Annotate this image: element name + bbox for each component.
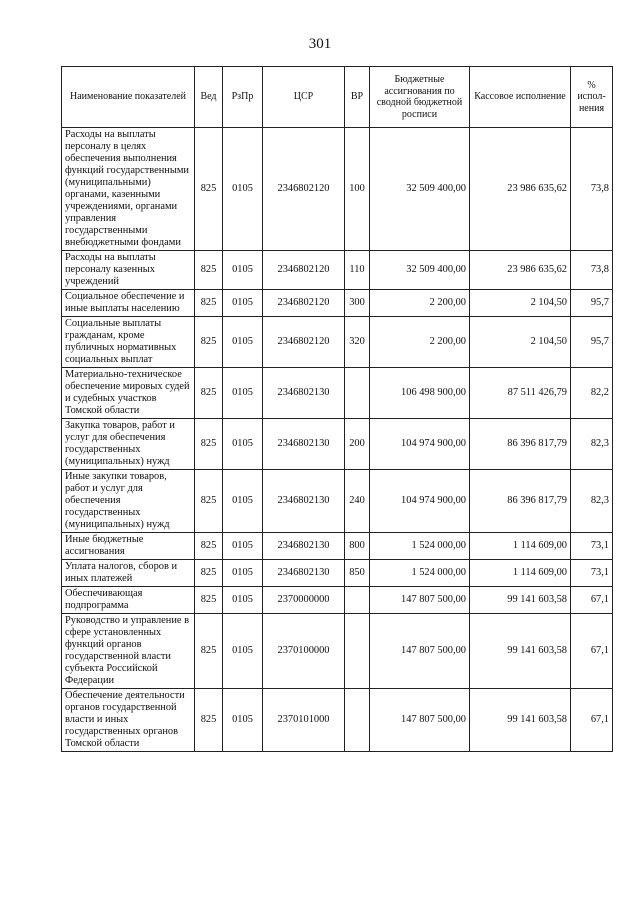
row-vr-cell: 300 [345,290,370,317]
header-name: Наименование показателей [62,67,195,128]
row-name-cell: Иные закупки товаров, работ и услуг для обеспечения государственных (муниципальных) нужд [62,470,195,533]
header-budget: Бюджетные ассигнования по сводной бюджетной росписи [370,67,470,128]
row-pct-cell: 82,3 [571,470,613,533]
row-pct-cell: 73,1 [571,533,613,560]
row-csr-cell: 2346802130 [263,419,345,470]
row-name-cell: Иные бюджетные ассигнования [62,533,195,560]
row-vr-cell: 110 [345,251,370,290]
row-ved-cell: 825 [195,317,223,368]
row-cash-cell: 1 114 609,00 [470,560,571,587]
row-budget-cell: 2 200,00 [370,290,470,317]
row-pct-cell: 82,3 [571,419,613,470]
row-name-cell: Обеспечение деятельности органов государственной власти и иных государственных органов Томской области [62,689,195,752]
table-row [62,419,613,470]
header-cash: Кассовое исполнение [470,67,571,128]
header-vr: ВР [345,67,370,128]
row-pct-cell: 95,7 [571,290,613,317]
row-rzpr-cell: 0105 [223,419,263,470]
row-cash-cell: 86 396 817,79 [470,419,571,470]
row-ved-cell: 825 [195,419,223,470]
row-pct-cell: 67,1 [571,614,613,689]
row-vr-cell: 100 [345,128,370,251]
row-vr-cell [345,689,370,752]
row-name-cell: Социальное обеспечение и иные выплаты населению [62,290,195,317]
row-csr-cell: 2346802130 [263,560,345,587]
row-rzpr-cell: 0105 [223,470,263,533]
row-pct-cell: 82,2 [571,368,613,419]
row-vr-cell [345,368,370,419]
row-csr-cell: 2346802130 [263,368,345,419]
row-budget-cell: 32 509 400,00 [370,251,470,290]
row-budget-cell: 1 524 000,00 [370,533,470,560]
header-rzpr: РзПр [223,67,263,128]
row-csr-cell: 2346802130 [263,470,345,533]
row-pct-cell: 95,7 [571,317,613,368]
row-csr-cell: 2346802120 [263,251,345,290]
row-csr-cell: 2346802130 [263,533,345,560]
table-row [62,290,613,317]
row-cash-cell: 99 141 603,58 [470,614,571,689]
row-csr-cell: 2370100000 [263,614,345,689]
row-rzpr-cell: 0105 [223,368,263,419]
row-csr-cell: 2346802120 [263,317,345,368]
row-cash-cell: 1 114 609,00 [470,533,571,560]
row-budget-cell: 1 524 000,00 [370,560,470,587]
table-row [62,251,613,290]
row-pct-cell: 67,1 [571,587,613,614]
row-name-cell: Расходы на выплаты персоналу в целях обеспечения выполнения функций государственными (муниципальными) органами, казенными учреждениями, органами управления государственными внебюджетными фондами [62,128,195,251]
table-row [62,128,613,251]
row-cash-cell: 23 986 635,62 [470,128,571,251]
row-budget-cell: 104 974 900,00 [370,470,470,533]
budget-execution-table [61,66,613,752]
row-ved-cell: 825 [195,368,223,419]
table-row [62,317,613,368]
row-vr-cell: 850 [345,560,370,587]
row-rzpr-cell: 0105 [223,128,263,251]
row-budget-cell: 106 498 900,00 [370,368,470,419]
row-vr-cell: 240 [345,470,370,533]
row-rzpr-cell: 0105 [223,614,263,689]
row-budget-cell: 147 807 500,00 [370,587,470,614]
row-ved-cell: 825 [195,689,223,752]
row-csr-cell: 2346802120 [263,290,345,317]
row-ved-cell: 825 [195,470,223,533]
row-rzpr-cell: 0105 [223,290,263,317]
row-vr-cell: 800 [345,533,370,560]
header-csr: ЦСР [263,67,345,128]
row-name-cell: Руководство и управление в сфере установленных функций органов государственной власти субъекта Российской Федерации [62,614,195,689]
row-cash-cell: 87 511 426,79 [470,368,571,419]
row-name-cell: Закупка товаров, работ и услуг для обеспечения государственных (муниципальных) нужд [62,419,195,470]
row-csr-cell: 2370000000 [263,587,345,614]
row-vr-cell: 200 [345,419,370,470]
table-row [62,587,613,614]
page-number: 301 [308,36,332,52]
header-ved: Вед [195,67,223,128]
row-name-cell: Обеспечивающая подпрограмма [62,587,195,614]
table-row [62,560,613,587]
row-budget-cell: 147 807 500,00 [370,689,470,752]
row-pct-cell: 73,8 [571,128,613,251]
row-cash-cell: 23 986 635,62 [470,251,571,290]
row-ved-cell: 825 [195,533,223,560]
row-pct-cell: 73,8 [571,251,613,290]
row-ved-cell: 825 [195,587,223,614]
row-budget-cell: 32 509 400,00 [370,128,470,251]
row-budget-cell: 2 200,00 [370,317,470,368]
row-ved-cell: 825 [195,251,223,290]
row-vr-cell [345,587,370,614]
table-row [62,614,613,689]
row-cash-cell: 86 396 817,79 [470,470,571,533]
row-csr-cell: 2370101000 [263,689,345,752]
header-pct: % испол-нения [571,67,613,128]
row-rzpr-cell: 0105 [223,560,263,587]
row-pct-cell: 73,1 [571,560,613,587]
row-name-cell: Уплата налогов, сборов и иных платежей [62,560,195,587]
row-ved-cell: 825 [195,290,223,317]
row-rzpr-cell: 0105 [223,251,263,290]
row-cash-cell: 2 104,50 [470,290,571,317]
row-rzpr-cell: 0105 [223,317,263,368]
table-body [62,128,613,752]
table-row [62,368,613,419]
row-rzpr-cell: 0105 [223,587,263,614]
row-cash-cell: 99 141 603,58 [470,689,571,752]
row-name-cell: Материально-техническое обеспечение мировых судей и судебных участков Томской области [62,368,195,419]
row-vr-cell [345,614,370,689]
row-ved-cell: 825 [195,560,223,587]
row-ved-cell: 825 [195,614,223,689]
row-budget-cell: 147 807 500,00 [370,614,470,689]
row-name-cell: Социальные выплаты гражданам, кроме публичных нормативных социальных выплат [62,317,195,368]
row-rzpr-cell: 0105 [223,533,263,560]
table-header-row [62,67,613,128]
row-name-cell: Расходы на выплаты персоналу казенных учреждений [62,251,195,290]
row-csr-cell: 2346802120 [263,128,345,251]
row-cash-cell: 99 141 603,58 [470,587,571,614]
table-row [62,689,613,752]
table-row [62,470,613,533]
row-cash-cell: 2 104,50 [470,317,571,368]
row-vr-cell: 320 [345,317,370,368]
row-rzpr-cell: 0105 [223,689,263,752]
row-ved-cell: 825 [195,128,223,251]
row-budget-cell: 104 974 900,00 [370,419,470,470]
row-pct-cell: 67,1 [571,689,613,752]
table-row [62,533,613,560]
